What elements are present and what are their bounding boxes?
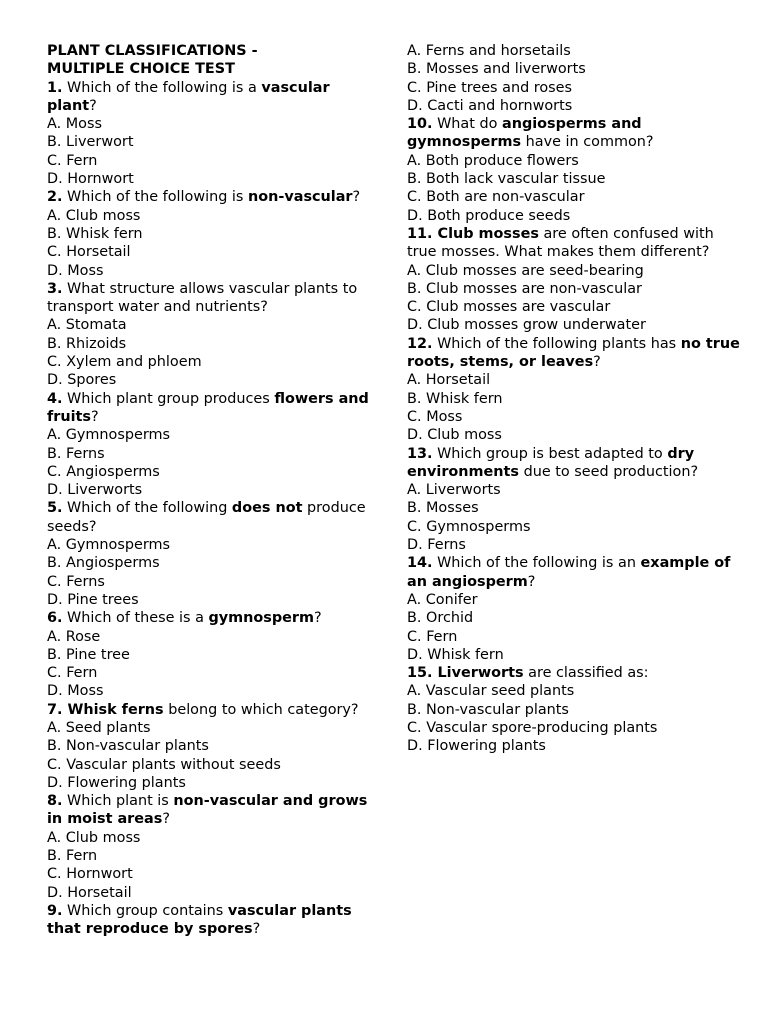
question-emphasis: 2. bbox=[47, 189, 63, 206]
question-11 bbox=[407, 225, 747, 262]
question-8-option: C. Hornwort bbox=[47, 866, 133, 883]
left-questions bbox=[47, 79, 377, 939]
question-11-option: C. Club mosses are vascular bbox=[407, 299, 611, 316]
question-1-option: C. Fern bbox=[47, 152, 98, 169]
question-13-option: C. Gymnosperms bbox=[407, 518, 531, 535]
question-7-option: D. Flowering plants bbox=[47, 774, 186, 791]
question-9-option: B. Mosses and liverworts bbox=[407, 61, 586, 78]
question-text: belong to which category? bbox=[163, 701, 359, 718]
question-12-option: A. Horsetail bbox=[407, 372, 491, 389]
question-4 bbox=[47, 390, 377, 427]
question-emphasis: gymnosperm bbox=[208, 610, 314, 627]
question-14 bbox=[407, 554, 747, 591]
question-14-option: A. Conifer bbox=[407, 591, 478, 608]
question-9 bbox=[47, 902, 377, 939]
question-emphasis: example of an angiosperm bbox=[407, 555, 731, 590]
question-6-option: D. Moss bbox=[47, 683, 104, 700]
question-4-option: A. Gymnosperms bbox=[47, 427, 171, 444]
right-column bbox=[407, 42, 747, 756]
question-6 bbox=[47, 609, 377, 627]
question-text: ? bbox=[90, 408, 99, 425]
question-text: Which of the following is an bbox=[432, 555, 641, 572]
question-text: Which plant is bbox=[62, 793, 174, 810]
question-emphasis: 1. bbox=[47, 79, 63, 96]
question-text: ? bbox=[593, 354, 601, 371]
title-line-2: MULTIPLE CHOICE TEST bbox=[47, 61, 235, 78]
question-2-option: C. Horsetail bbox=[47, 244, 131, 261]
question-text: Which of the following is a bbox=[62, 79, 262, 96]
question-10 bbox=[407, 115, 747, 152]
question-text: ? bbox=[314, 610, 322, 627]
question-text: Which of these is a bbox=[62, 610, 209, 627]
question-emphasis: 14. bbox=[407, 555, 433, 572]
question-emphasis: 6. bbox=[47, 610, 63, 627]
question-emphasis: 12. bbox=[407, 335, 433, 352]
question-4-option: D. Liverworts bbox=[47, 482, 143, 499]
question-15-option: B. Non-vascular plants bbox=[407, 701, 569, 718]
question-12 bbox=[407, 335, 747, 372]
question-text: What do bbox=[432, 116, 502, 133]
question-text: have in common? bbox=[521, 134, 654, 151]
question-15-option: D. Flowering plants bbox=[407, 738, 546, 755]
question-6-option: C. Fern bbox=[47, 665, 98, 682]
question-12-option: D. Club moss bbox=[407, 427, 502, 444]
question-8-option: D. Horsetail bbox=[47, 884, 132, 901]
question-emphasis: 5. bbox=[47, 500, 63, 517]
question-14-option: C. Fern bbox=[407, 628, 458, 645]
question-emphasis: 11. Club mosses bbox=[407, 225, 539, 242]
question-4-option: C. Angiosperms bbox=[47, 463, 160, 480]
question-9-option: C. Pine trees and roses bbox=[407, 79, 573, 96]
right-questions bbox=[407, 42, 747, 756]
question-2-option: A. Club moss bbox=[47, 207, 141, 224]
question-12-option: B. Whisk fern bbox=[407, 390, 503, 407]
question-7-option: A. Seed plants bbox=[47, 719, 151, 736]
question-emphasis: does not bbox=[231, 500, 303, 517]
question-text: Which group is best adapted to bbox=[432, 445, 668, 462]
question-13-option: D. Ferns bbox=[407, 537, 466, 554]
question-11-option: D. Club mosses grow underwater bbox=[407, 317, 646, 334]
question-3 bbox=[47, 280, 377, 317]
question-10-option: C. Both are non-vascular bbox=[407, 189, 585, 206]
question-1 bbox=[47, 79, 377, 116]
question-text: Which plant group produces bbox=[62, 390, 275, 407]
question-2-option: D. Moss bbox=[47, 262, 104, 279]
question-emphasis: non-vascular and grows in moist areas bbox=[47, 793, 368, 828]
question-3-option: D. Spores bbox=[47, 372, 117, 389]
question-9-option: A. Ferns and horsetails bbox=[407, 43, 571, 59]
question-5 bbox=[47, 499, 377, 536]
question-7-option: B. Non-vascular plants bbox=[47, 738, 209, 755]
question-1-option: D. Hornwort bbox=[47, 171, 134, 188]
question-1-option: B. Liverwort bbox=[47, 134, 134, 151]
question-14-option: D. Whisk fern bbox=[407, 646, 504, 663]
question-7 bbox=[47, 701, 377, 719]
question-text: ? bbox=[89, 97, 97, 114]
question-text: Which of the following is bbox=[62, 189, 248, 206]
question-11-option: A. Club mosses are seed-bearing bbox=[407, 262, 644, 279]
question-emphasis: angiosperms and gymnosperms bbox=[407, 116, 642, 151]
question-text: Which of the following bbox=[62, 500, 232, 517]
left-column bbox=[47, 42, 377, 939]
question-8-option: A. Club moss bbox=[47, 829, 141, 846]
question-9-options-continued bbox=[407, 42, 747, 115]
question-11-option: B. Club mosses are non-vascular bbox=[407, 280, 642, 297]
question-15-option: C. Vascular spore-producing plants bbox=[407, 719, 658, 736]
question-12-option: C. Moss bbox=[407, 408, 463, 425]
question-emphasis: 13. bbox=[407, 445, 433, 462]
question-13-option: B. Mosses bbox=[407, 500, 479, 517]
question-7-option: C. Vascular plants without seeds bbox=[47, 756, 281, 773]
question-emphasis: no true roots, stems, or leaves bbox=[407, 335, 740, 371]
question-5-option: B. Angiosperms bbox=[47, 555, 160, 572]
question-3-option: B. Rhizoids bbox=[47, 335, 127, 352]
question-3-option: A. Stomata bbox=[47, 317, 127, 334]
question-10-option: B. Both lack vascular tissue bbox=[407, 171, 606, 188]
question-14-option: B. Orchid bbox=[407, 610, 474, 627]
title-line-1: PLANT CLASSIFICATIONS - bbox=[47, 43, 258, 59]
question-emphasis: flowers and fruits bbox=[47, 390, 369, 425]
question-emphasis: non-vascular bbox=[248, 189, 353, 206]
question-text: are classified as: bbox=[523, 665, 649, 682]
question-1-option: A. Moss bbox=[47, 116, 102, 133]
question-text: ? bbox=[162, 811, 170, 828]
question-8-option: B. Fern bbox=[47, 848, 98, 865]
question-2 bbox=[47, 188, 377, 206]
question-5-option: A. Gymnosperms bbox=[47, 537, 171, 554]
question-emphasis: 8. bbox=[47, 793, 63, 810]
question-emphasis: 3. bbox=[47, 280, 63, 297]
question-text: ? bbox=[252, 921, 261, 938]
question-15 bbox=[407, 664, 747, 682]
question-2-option: B. Whisk fern bbox=[47, 225, 143, 242]
question-13-option: A. Liverworts bbox=[407, 482, 501, 499]
question-text: ? bbox=[527, 573, 536, 590]
question-text: ? bbox=[352, 189, 361, 206]
question-4-option: B. Ferns bbox=[47, 445, 105, 462]
question-emphasis: 10. bbox=[407, 116, 433, 133]
question-text: Which of the following plants has bbox=[432, 335, 681, 352]
question-5-option: D. Pine trees bbox=[47, 591, 139, 608]
question-emphasis: 7. Whisk ferns bbox=[47, 701, 164, 718]
question-emphasis: 15. Liverworts bbox=[407, 665, 524, 682]
question-8 bbox=[47, 792, 377, 829]
question-text: Which group contains bbox=[62, 902, 228, 919]
question-emphasis: 4. bbox=[47, 390, 63, 407]
question-emphasis: vascular plants that reproduce by spores bbox=[47, 902, 352, 938]
question-6-option: B. Pine tree bbox=[47, 646, 130, 663]
question-5-option: C. Ferns bbox=[47, 573, 105, 590]
question-text: due to seed production? bbox=[519, 463, 699, 480]
question-emphasis: dry environments bbox=[407, 445, 695, 480]
test-title bbox=[47, 42, 377, 79]
question-emphasis: vascular plant bbox=[47, 79, 330, 114]
question-10-option: A. Both produce flowers bbox=[407, 152, 579, 169]
question-text: What structure allows vascular plants to transport water and nutrients? bbox=[47, 280, 358, 316]
question-emphasis: 9. bbox=[47, 902, 63, 919]
question-6-option: A. Rose bbox=[47, 628, 101, 645]
question-text: produce seeds? bbox=[47, 500, 366, 535]
question-9-option: D. Cacti and hornworts bbox=[407, 97, 573, 114]
question-15-option: A. Vascular seed plants bbox=[407, 683, 575, 700]
question-13 bbox=[407, 445, 747, 482]
question-10-option: D. Both produce seeds bbox=[407, 207, 571, 224]
question-3-option: C. Xylem and phloem bbox=[47, 354, 202, 371]
question-text: are often confused with true mosses. What makes them different? bbox=[407, 225, 714, 261]
